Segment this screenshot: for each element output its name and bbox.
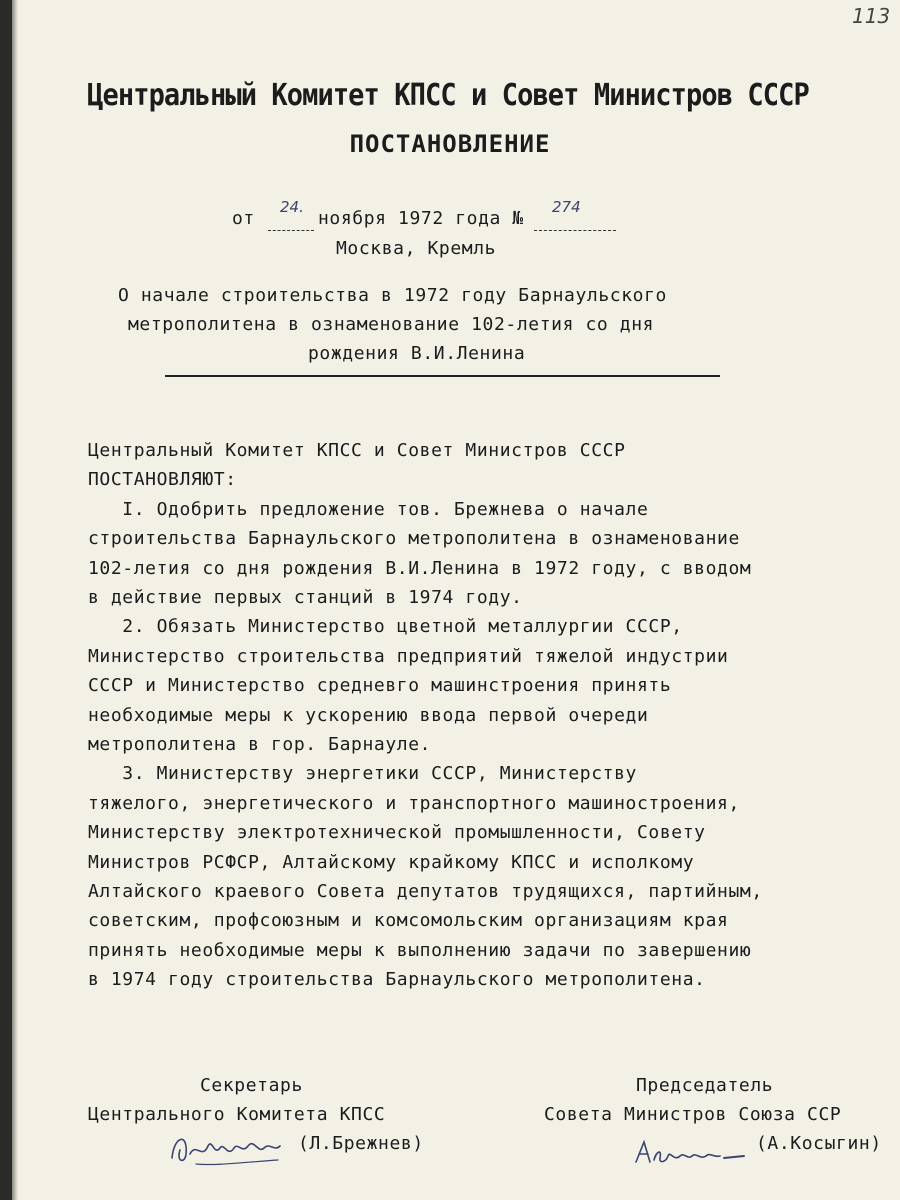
dateline-number: 274 [552, 198, 581, 216]
subject-line: рождения В.И.Ленина [308, 343, 526, 364]
number-blank [534, 230, 616, 231]
dateline-place: Москва, Кремль [336, 238, 497, 259]
day-blank [268, 230, 314, 231]
document-type: ПОСТАНОВЛЕНИЕ [349, 130, 551, 158]
left-signatory-office: Центрального Комитета КПСС [88, 1104, 386, 1125]
dateline-middle: ноября 1972 года № [318, 208, 524, 229]
body-line: Центральный Комитет КПСС и Совет Министров СССР [88, 440, 626, 461]
body-line: в 1974 году строительства Барнаульского метрополитена. [88, 969, 706, 990]
right-signatory-office: Совета Министров Союза ССР [544, 1104, 842, 1125]
subject-underline [165, 375, 720, 377]
organization-title: Центральный Комитет КПСС и Совет Министров СССР [87, 78, 809, 113]
right-signatory-title: Председатель [636, 1075, 774, 1096]
body-line: принять необходимые меры к выполнению задачи по завершению [88, 940, 752, 961]
dateline-prefix: от [232, 208, 255, 229]
right-signatory-name: (А.Косыгин) [756, 1133, 882, 1154]
body-line: тяжелого, энергетического и транспортного машиностроения, [88, 793, 740, 814]
body-line: необходимые меры к ускорению ввода первой очереди [88, 705, 649, 726]
body-line: строительства Барнаульского метрополитена в ознаменование [88, 528, 740, 549]
body-line: метрополитена в гор. Барнауле. [88, 734, 432, 755]
left-handwritten-signature [166, 1124, 286, 1172]
left-signatory-title: Секретарь [200, 1075, 303, 1096]
body-line: Министерство строительства предприятий тяжелой индустрии [88, 646, 729, 667]
right-handwritten-signature [632, 1134, 748, 1170]
body-line: ПОСТАНОВЛЯЮТ: [88, 469, 237, 490]
page-number: 113 [852, 4, 891, 28]
body-line: Министерству электротехнической промышленности, Совету [88, 822, 706, 843]
body-line: 2. Обязать Министерство цветной металлургии СССР, [88, 616, 683, 637]
body-line: Министров РСФСР, Алтайскому крайкому КПСС и исполкому [88, 852, 695, 873]
body-line: Алтайского краевого Совета депутатов трудящихся, партийным, [88, 881, 763, 902]
left-signatory-name: (Л.Брежнев) [298, 1133, 424, 1154]
binding-shadow [12, 0, 18, 1200]
body-line: советским, профсоюзным и комсомольским организациям края [88, 910, 729, 931]
body-line: в действие первых станций в 1974 году. [88, 587, 523, 608]
body-line: 102-летия со дня рождения В.И.Ленина в 1972 году, с вводом [88, 558, 752, 579]
body-line: СССР и Министерство средневго машинстроения принять [88, 675, 672, 696]
subject-line: О начале строительства в 1972 году Барнаульского [118, 285, 667, 306]
dateline-day: 24. [280, 198, 304, 216]
binding-strip [0, 0, 12, 1200]
body-line: 3. Министерству энергетики СССР, Министерству [88, 763, 637, 784]
body-line: I. Одобрить предложение тов. Брежнева о начале [88, 499, 649, 520]
subject-line: метрополитена в ознаменование 102-летия со дня [128, 314, 655, 335]
